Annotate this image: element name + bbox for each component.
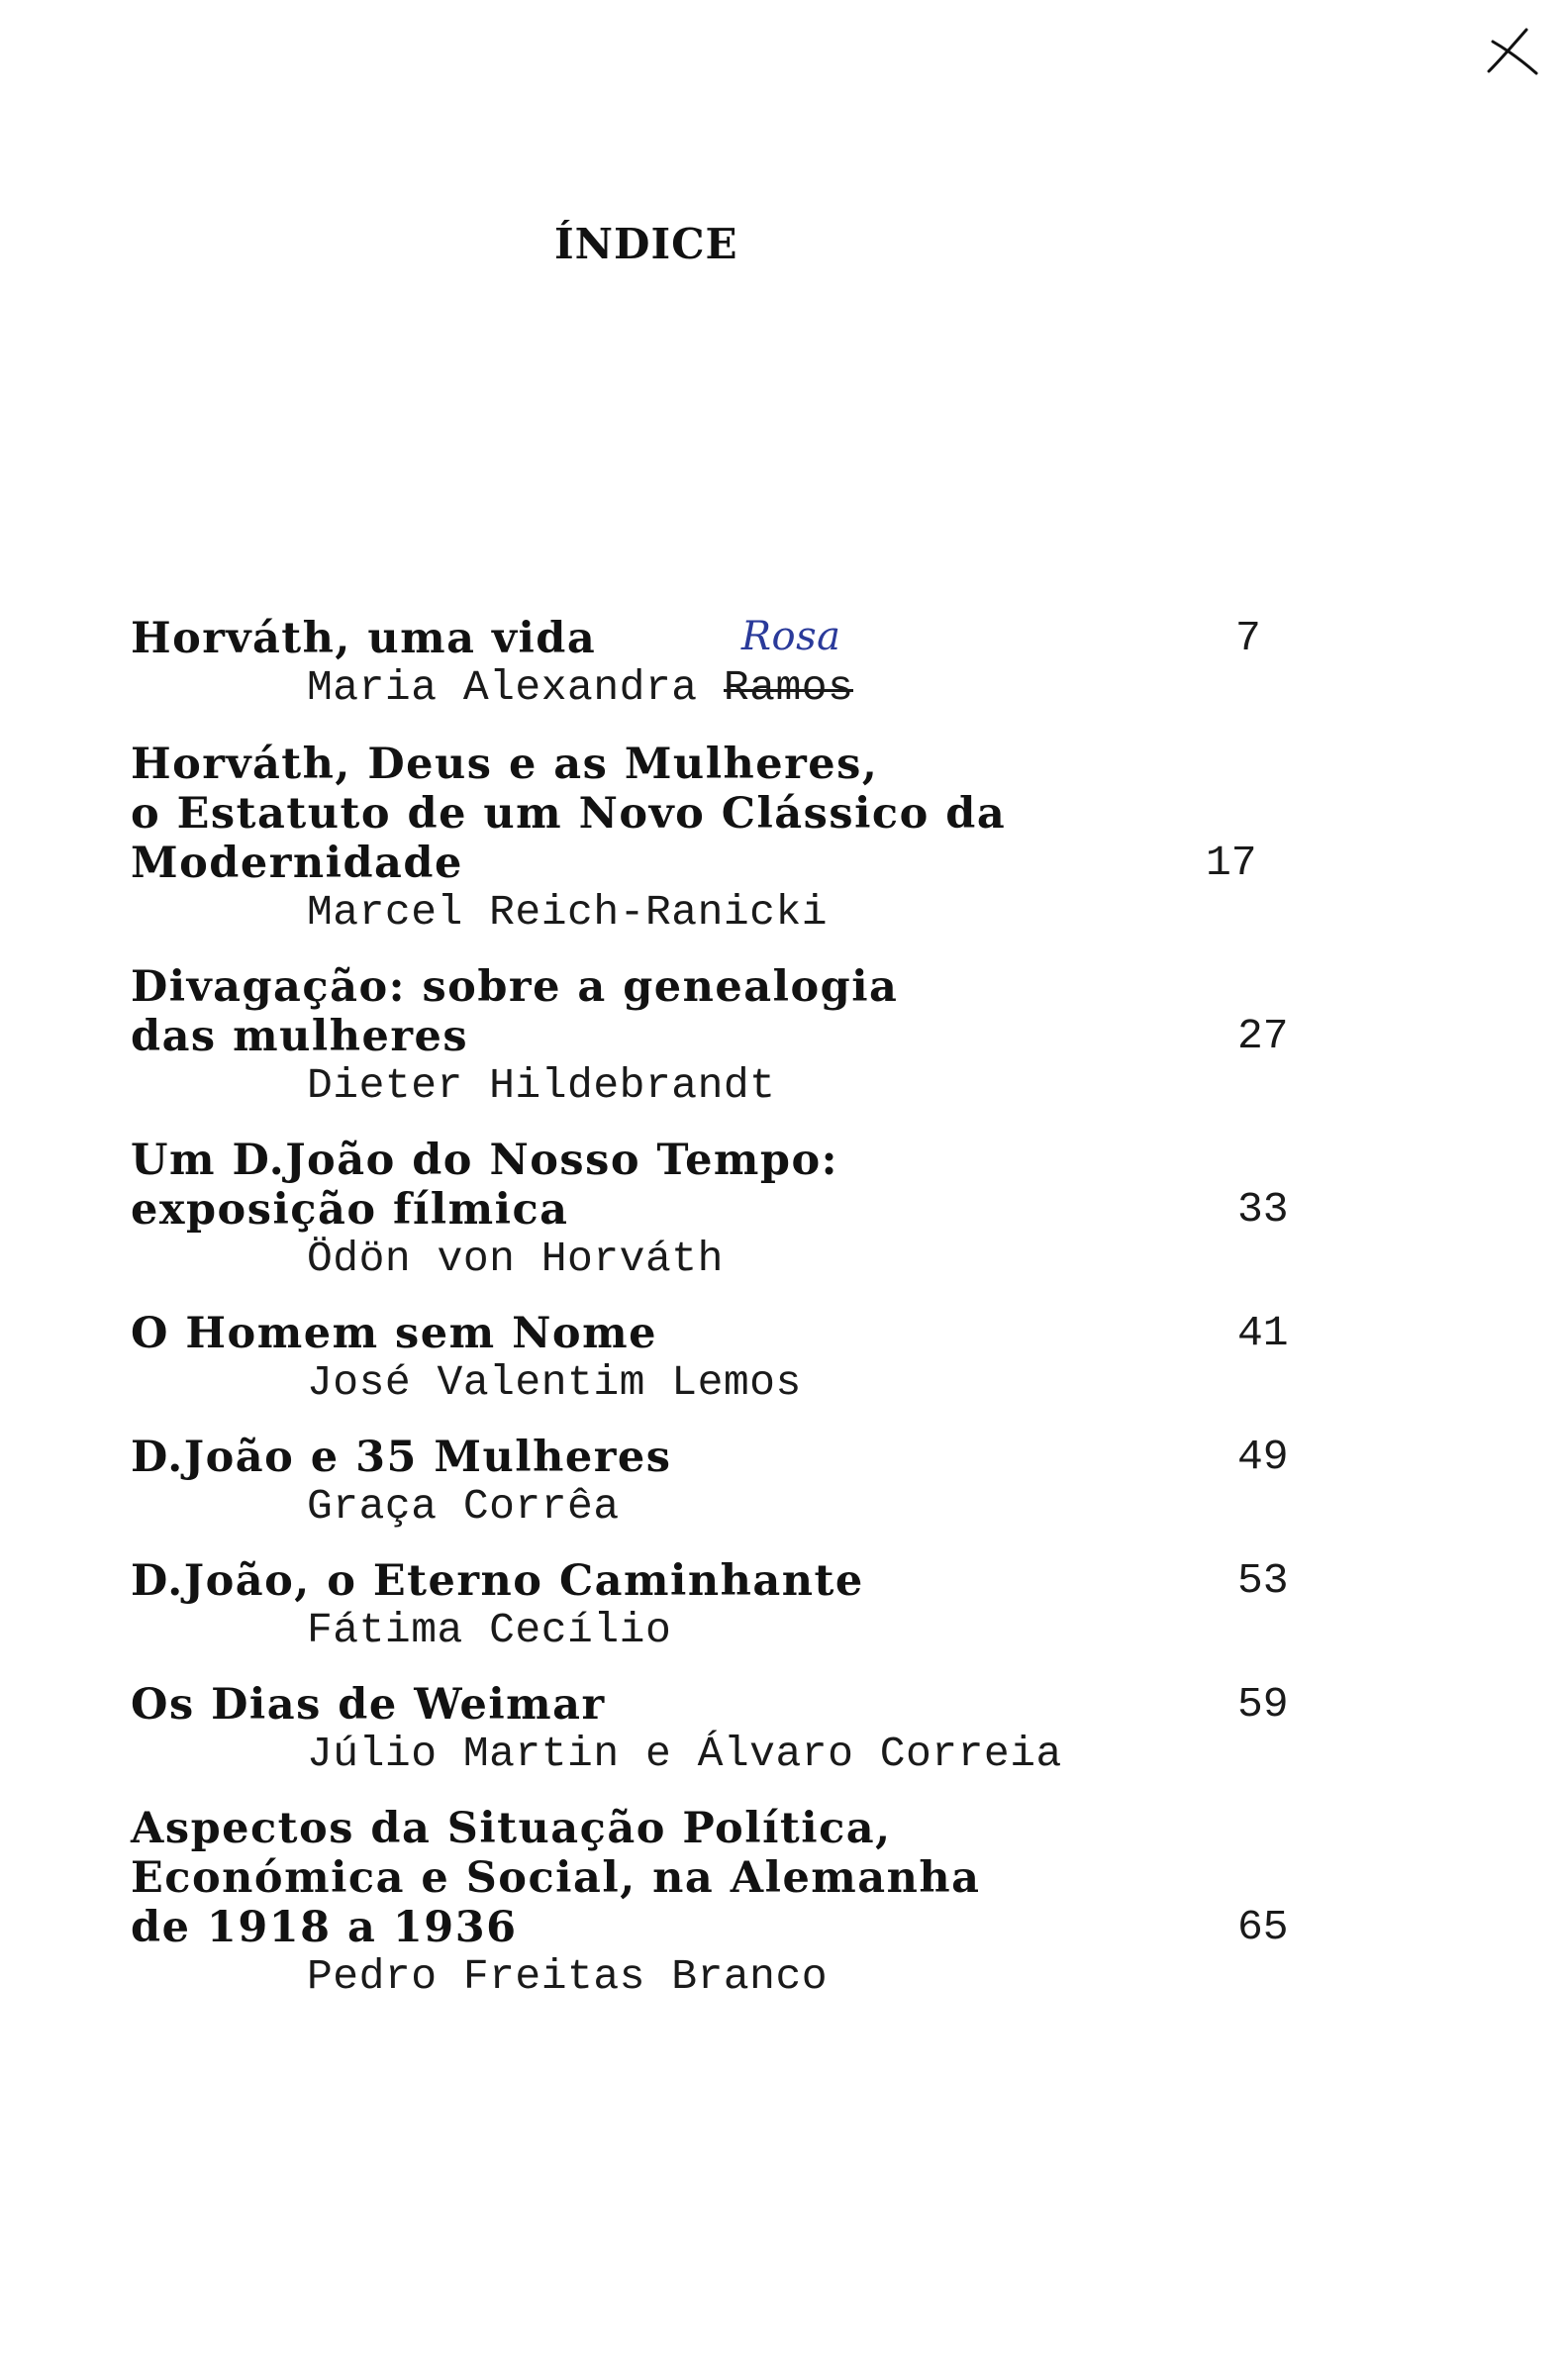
entry-page-number: 53: [1237, 1556, 1289, 1605]
entry-title-line: de 1918 a 1936: [131, 1903, 518, 1952]
entry-title-line: Horváth, Deus e as Mulheres,: [131, 740, 879, 789]
entry-title-line: Os Dias de Weimar: [131, 1680, 606, 1730]
entry-title-line: Divagação: sobre a genealogia: [131, 962, 899, 1012]
page-title: ÍNDICE: [554, 220, 738, 268]
entry-page-number: 7: [1235, 614, 1261, 662]
entry-title-line: exposição fílmica: [131, 1185, 569, 1235]
entry-title-line: D.João, o Eterno Caminhante: [131, 1556, 864, 1606]
toc-entry: [131, 740, 1319, 938]
entry-title-line: Horváth, uma vida: [131, 614, 597, 663]
entry-title-line: Modernidade: [131, 839, 463, 888]
entry-page-number: 27: [1237, 1012, 1289, 1060]
entry-author: José Valentim Lemos: [307, 1358, 802, 1407]
toc-entry: [131, 1556, 1319, 1655]
author-surname-correction: [723, 614, 854, 713]
toc-entry: [131, 1804, 1319, 2002]
entry-page-number: 41: [1237, 1309, 1289, 1357]
handwritten-surname: Rosa: [740, 614, 841, 659]
author-name-prefix: Maria Alexandra: [307, 663, 724, 712]
entry-author: Fátima Cecílio: [307, 1606, 672, 1654]
entry-title-line: das mulheres: [131, 1012, 469, 1061]
entry-page-number: 49: [1237, 1433, 1289, 1481]
entry-author: Marcel Reich-Ranicki: [307, 888, 829, 937]
toc-entry: [131, 1309, 1319, 1408]
entry-page-number: 65: [1237, 1903, 1289, 1951]
entry-title-line: D.João e 35 Mulheres: [131, 1433, 672, 1482]
entry-author: Graça Corrêa: [307, 1482, 620, 1531]
toc-entry: [131, 1680, 1319, 1779]
toc-entry: [131, 1433, 1319, 1532]
entry-page-number: 33: [1237, 1185, 1289, 1234]
entry-title-line: Aspectos da Situação Política,: [131, 1804, 892, 1853]
entry-title-line: O Homem sem Nome: [131, 1309, 657, 1358]
entry-author: Pedro Freitas Branco: [307, 1952, 829, 2001]
entry-author: Ödön von Horváth: [307, 1235, 724, 1283]
toc-entry: [131, 962, 1319, 1111]
entry-author: Júlio Martin e Álvaro Correia: [307, 1730, 1062, 1778]
toc-entry: [131, 1136, 1319, 1284]
entry-author: Dieter Hildebrandt: [307, 1061, 776, 1110]
entry-page-number: 17: [1206, 839, 1257, 887]
entry-title-line: Um D.João do Nosso Tempo:: [131, 1136, 839, 1185]
struck-surname: Ramos: [723, 663, 854, 712]
toc-entry: [131, 614, 1319, 713]
entry-title-line: o Estatuto de um Novo Clássico da: [131, 789, 1007, 839]
entry-page-number: 59: [1237, 1680, 1289, 1729]
entry-title-line: Económica e Social, na Alemanha: [131, 1853, 981, 1903]
